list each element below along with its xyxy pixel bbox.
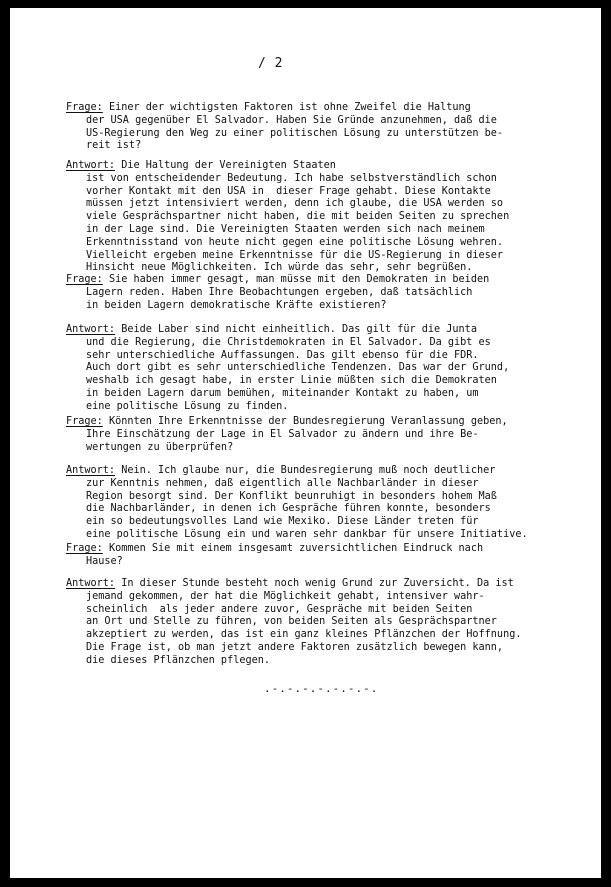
text-line: Hinsicht neue Möglichkeiten. Ich würde das sehr, sehr begrüßen.	[86, 262, 473, 274]
text-line: eine politische Lösung ein und waren sehr dankbar für unsere Initiative.	[86, 528, 528, 540]
text-line: und die Regierung, die Christdemokraten in El Salvador. Da gibt es	[86, 336, 491, 348]
document-page	[10, 8, 601, 878]
text-line: In dieser Stunde besteht noch wenig Grund zur Zuversicht. Da ist	[115, 578, 514, 589]
text-line: Auch dort gibt es sehr unterschiedliche Tendenzen. Das war der Grund,	[86, 362, 510, 374]
end-marker: .-.-.-.-.-.-.-.	[264, 682, 379, 695]
text-line: Sie haben immer gesagt, man müsse mit den Demokraten in beiden	[102, 274, 490, 285]
speaker-label: Antwort:	[66, 465, 116, 476]
text-line: Beide Laber sind nicht einheitlich. Das gilt für die Junta	[115, 324, 477, 335]
text-line: Einer der wichtigsten Faktoren ist ohne Zweifel die Haltung	[102, 102, 471, 113]
text-line: US-Regierung den Weg zu einer politischen Lösung zu unterstützen be-	[86, 127, 504, 139]
text-line: eine politische Lösung zu finden.	[86, 400, 289, 412]
speaker-label: Frage:	[66, 416, 103, 427]
qa-block-6	[66, 465, 591, 542]
text-line: Die Frage ist, ob man jetzt andere Faktoren zusätzlich bewegen kann,	[86, 641, 504, 653]
text-line: vorher Kontakt mit den USA in dieser Frage gehabt. Diese Kontakte	[86, 185, 491, 197]
text-line: Die Haltung der Vereinigten Staaten	[115, 160, 336, 171]
speaker-label: Frage:	[66, 543, 103, 554]
text-line: Erkenntnisstand von heute nicht gegen eine politische Lösung wehren.	[86, 236, 504, 248]
text-line: der USA gegenüber El Salvador. Haben Sie Gründe anzunehmen, daß die	[86, 114, 497, 126]
text-line: wertungen zu überprüfen?	[86, 441, 234, 453]
text-line: in der Lage sind. Die Vereinigten Staaten werden sich nach meinem	[86, 223, 485, 235]
speaker-label: Antwort:	[66, 578, 116, 589]
speaker-label: Antwort:	[66, 160, 116, 171]
text-line: Vielleicht ergeben meine Erkenntnisse für die US-Regierung in dieser	[86, 249, 504, 261]
text-line: die dieses Pflänzchen pflegen.	[86, 654, 271, 666]
qa-block-3	[66, 274, 591, 312]
text-line: viele Gesprächspartner nicht haben, die mit beiden Seiten zu sprechen	[86, 211, 510, 223]
text-line: scheinlich als jeder andere zuvor, Gespräche mit beiden Seiten	[86, 603, 473, 615]
text-line: Region besorgt sind. Der Konflikt beunruhigt in besonders hohem Maß	[86, 490, 497, 502]
speaker-label: Antwort:	[66, 324, 116, 335]
qa-block-5	[66, 416, 591, 454]
text-line: in beiden Lagern demokratische Kräfte existieren?	[86, 299, 387, 311]
text-line: Hause?	[86, 555, 123, 567]
text-line: die Nachbarländer, in denen ich Gespräche führen konnte, besonders	[86, 503, 491, 515]
qa-block-7	[66, 543, 591, 569]
text-line: Kommen Sie mit einem insgesamt zuversichtlichen Eindruck nach	[102, 543, 484, 554]
text-line: weshalb ich gesagt habe, in erster Linie müßten sich die Demokraten	[86, 375, 497, 387]
text-line: an Ort und Stelle zu führen, von beiden Seiten als Gesprächspartner	[86, 616, 497, 628]
qa-block-4	[66, 324, 591, 414]
speaker-label: Frage:	[66, 102, 103, 113]
speaker-label: Frage:	[66, 274, 103, 285]
text-line: in beiden Lagern darum bemühen, miteinander Kontakt zu haben, um	[86, 387, 479, 399]
text-line: ein so bedeutungsvolles Land wie Mexiko. Diese Länder treten für	[86, 516, 479, 528]
qa-block-2	[66, 160, 591, 275]
text-line: Lagern reden. Haben Ihre Beobachtungen ergeben, daß tatsächlich	[86, 286, 473, 298]
text-line: akzeptiert zu werden, das ist ein ganz kleines Pflänzchen der Hoffnung.	[86, 629, 522, 641]
qa-block-8	[66, 578, 591, 668]
text-line: ist von entscheidender Bedeutung. Ich habe selbstverständlich schon	[86, 172, 497, 184]
text-line: Könnten Ihre Erkenntnisse der Bundesregierung Veranlassung geben,	[102, 416, 508, 427]
text-line: Nein. Ich glaube nur, die Bundesregierung muß noch deutlicher	[115, 465, 496, 476]
text-line: müssen jetzt intensiviert werden, denn ich glaube, die USA werden so	[86, 198, 504, 210]
text-line: zur Kenntnis nehmen, daß eigentlich alle Nachbarländer in dieser	[86, 477, 479, 489]
text-line: jemand gekommen, der hat die Möglichkeit gehabt, intensiver wahr-	[86, 590, 485, 602]
text-line: Ihre Einschätzung der Lage in El Salvador zu ändern und ihre Be-	[86, 428, 479, 440]
text-line: reit ist?	[86, 140, 142, 152]
page-number: / 2	[258, 56, 283, 71]
qa-block-1	[66, 102, 591, 153]
text-line: sehr unterschiedliche Auffassungen. Das gilt ebenso für die FDR.	[86, 349, 479, 361]
